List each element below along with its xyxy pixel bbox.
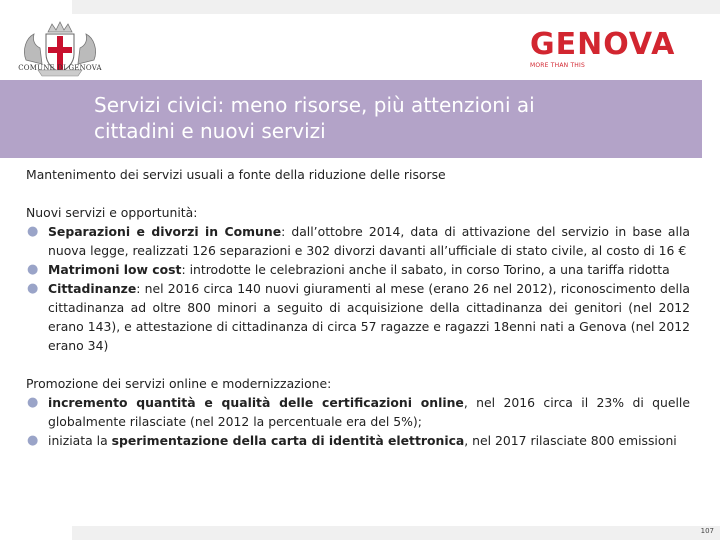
- logo-word: GENOVA: [530, 27, 676, 62]
- list-item: ● iniziata la sperimentazione della carta di identità elettronica, nel 2017 rilasciate 800 emissioni: [27, 433, 677, 448]
- logo-tagline: MORE THAN THIS: [530, 62, 585, 69]
- crest-caption: COMUNE DI GENOVA: [18, 64, 102, 72]
- list-item: ● Separazioni e divorzi in Comune: dall’ottobre 2014, data di attivazione del servizio in base alla nuova legge, realizzati 126 separazioni e 302 divorzi davanti all’ufficiale di stato civile, al costo di 16 €: [27, 224, 690, 258]
- bullet-icon: ●: [27, 224, 39, 239]
- bullet-icon: ●: [27, 433, 39, 448]
- page-number: 107: [700, 527, 714, 535]
- section-new-services-heading: Nuovi servizi e opportunità:: [26, 205, 198, 220]
- bullet-icon: ●: [27, 281, 39, 296]
- top-bar: [72, 0, 720, 14]
- bullet-icon: ●: [27, 262, 39, 277]
- slide-title-line-1: Servizi civici: meno risorse, più attenzioni ai: [94, 93, 535, 117]
- footer-bar: [72, 526, 720, 540]
- list-item: ● Cittadinanze: nel 2016 circa 140 nuovi giuramenti al mese (erano 26 nel 2012), riconoscimento della cittadinanza ad oltre 800 minori a seguito di acquisizione della cittadinanza dei genitori (nel 2012 erano 143), e attestazione di cittadinanza di circa 57 ragazze e ragazzi 18enni nati a Genova (nel 2012 erano 34): [27, 281, 690, 353]
- online-services-list: [26, 393, 690, 450]
- section-online-heading: Promozione dei servizi online e modernizzazione:: [26, 376, 332, 391]
- section-maintenance-heading: Mantenimento dei servizi usuali a fonte della riduzione delle risorse: [26, 167, 446, 182]
- genova-logo: [530, 27, 700, 69]
- list-item: ● Matrimoni low cost: introdotte le celebrazioni anche il sabato, in corso Torino, a una tariffa ridotta: [27, 262, 670, 277]
- bullet-icon: ●: [27, 395, 39, 410]
- list-item: ● incremento quantità e qualità delle certificazioni online, nel 2016 circa il 23% di quelle globalmente rilasciate (nel 2012 la percentuale era del 5%);: [27, 395, 690, 429]
- slide-title-line-2: cittadini e nuovi servizi: [94, 119, 326, 143]
- slide-title: [94, 92, 654, 144]
- slide-content: [26, 165, 690, 450]
- new-services-list: [26, 222, 690, 355]
